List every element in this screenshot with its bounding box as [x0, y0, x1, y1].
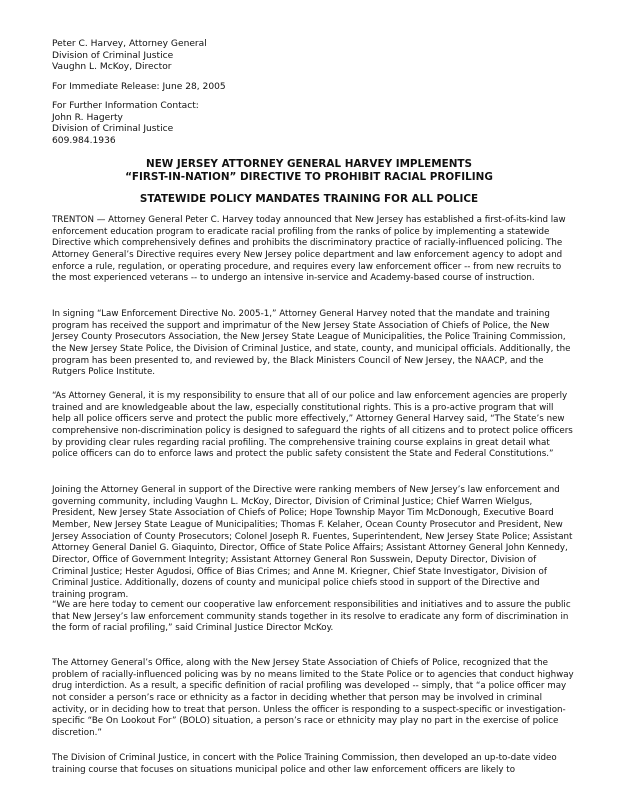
sender-line: Vaughn L. McKoy, Director [52, 62, 172, 73]
release-date [52, 82, 572, 94]
contact-block [52, 101, 572, 147]
release-date-text: For Immediate Release: June 28, 2005 [52, 82, 226, 92]
headline [52, 158, 566, 184]
body-paragraph: The Attorney General’s Office, along with the New Jersey State Association of Chiefs of Police, recognized that the problem of racially-influenced policing was by no means limited to the State Police or to agencies that conduct highway drug interdiction. As a result, a specific definition of racial profiling was developed -- simply, that “a police officer may not consider a person’s race or ethnicity as a factor in deciding whether that person may be involved in criminal activity, or in deciding how to treat that person. Unless the officer is responding to a suspect-specific or investigation-specific “Be On Lookout For” (BOLO) situation, a person’s race or ethnicity may play no part in the exercise of police discretion.” [52, 658, 574, 738]
contact-line: For Further Information Contact: [52, 101, 199, 111]
subheadline [52, 193, 566, 206]
body-paragraph: “As Attorney General, it is my responsibility to ensure that all of our police and law enforcement agencies are properly trained and are knowledgeable about the law, especially constitutional rights. This is a pro-active program that will help all police officers serve and protect the public more effectively,” Attorney General Harvey said, “The State’s new comprehensive non-discrimination policy is designed to safeguard the rights of all citizens and to protect police officers by providing clear rules regarding racial profiling. The comprehensive training course explains in great detail what police officers can do to enforce laws and protect the public safety consistent the State and Federal Constitutions.” [52, 391, 573, 460]
contact-line: Division of Criminal Justice [52, 124, 174, 135]
sender-line: Peter C. Harvey, Attorney General [52, 39, 207, 49]
body-paragraph: In signing “Law Enforcement Directive No. 2005-1,” Attorney General Harvey noted that the mandate and training program has received the support and imprimatur of the New Jersey State Association of Chiefs of Police, the New Jersey County Prosecutors Association, the New Jersey State League of Municipalities, the Police Training Commission, the New Jersey State Police, the Division of Criminal Justice, and state, county, and municipal officials. Additionally, the program has been presented to, and reviewed by, the Black Ministers Council of New Jersey, the NAACP, and the Rutgers Police Institute. [52, 309, 571, 378]
body-paragraph: Joining the Attorney General in support of the Directive were ranking members of New Jersey’s law enforcement and governing community, including Vaughn L. McKoy, Director, Division of Criminal Justice; Chief Warren Wielgus, President, New Jersey State Association of Chiefs of Police; Hope Township Mayor Tim McDonough, Executive Board Member, New Jersey State League of Municipalities; Thomas F. Kelaher, Ocean County Prosecutor and President, New Jersey Association of County Prosecutors; Colonel Joseph R. Fuentes, Superintendent, New Jersey State Police; Assistant Attorney General Daniel G. Giaquinto, Director, Office of State Police Affairs; Assistant Attorney General John Kennedy, Director, Office of Government Integrity; Assistant Attorney General Ron Susswein, Deputy Director, Division of Criminal Justice; Hester Agudosi, Office of Bias Crimes; and Anne M. Kriegner, Chief State Investigator, Division of Criminal Justice. Additionally, dozens of county and municipal police chiefs stood in support of the Directive and training program. [52, 485, 573, 600]
subheadline-text: STATEWIDE POLICY MANDATES TRAINING FOR ALL POLICE [139, 193, 479, 205]
body-paragraph: TRENTON — Attorney General Peter C. Harvey today announced that New Jersey has established a first-of-its-kind law enforcement education program to eradicate racial profiling from the ranks of police by implementing a statewide Directive which comprehensively defines and prohibits the discriminatory practice of racially-influenced policing. The Attorney General’s Directive requires every New Jersey police department and law enforcement agency to adopt and enforce a rule, regulation, or operating procedure, and requires every law enforcement officer -- from new recruits to the most experienced veterans -- to undergo an intensive in-service and Academy-based course of instruction. [52, 215, 566, 284]
headline-line: “FIRST-IN-NATION” DIRECTIVE TO PROHIBIT RACIAL PROFILING [125, 171, 493, 183]
body-paragraph: “We are here today to cement our cooperative law enforcement responsibilities and initiatives and to assure the public that New Jersey’s law enforcement community stands together in its resolve to eradicate any form of discrimination in the form of racial profiling,” said Criminal Justice Director McKoy. [52, 600, 571, 634]
contact-line: John R. Hagerty [52, 112, 123, 123]
sender-line: Division of Criminal Justice [52, 50, 174, 61]
body-paragraph: The Division of Criminal Justice, in concert with the Police Training Commission, then developed an up-to-date video training course that focuses on situations municipal police and other law enforcement officers are likely to [52, 753, 557, 775]
headline-line: NEW JERSEY ATTORNEY GENERAL HARVEY IMPLEMENTS [146, 158, 472, 170]
contact-line: 609.984.1936 [52, 135, 116, 146]
sender-block [52, 39, 572, 74]
